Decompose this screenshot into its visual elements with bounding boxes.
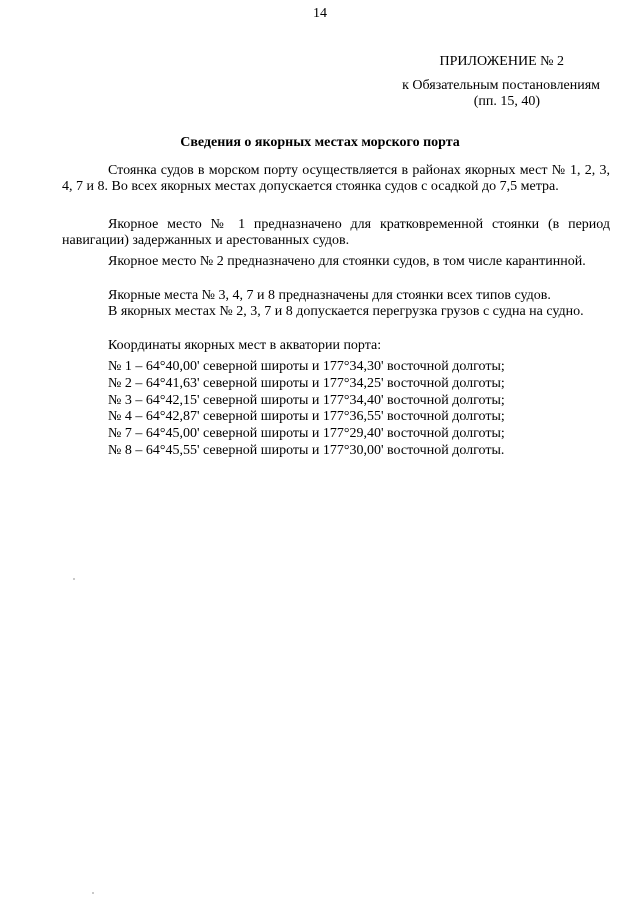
paragraph-anchorage-overview: Стоянка судов в морском порту осуществляется в районах якорных мест № 1, 2, 3, 4, 7 и 8. Во всех якорных местах допускается стоянка судов с осадкой до 7,5 метра.: [62, 163, 610, 194]
coordinate-item: № 4 – 64°42,87' северной широты и 177°36,55' восточной долготы;: [108, 409, 505, 425]
appendix-items: (пп. 15, 40): [473, 94, 540, 109]
paragraph-coordinates-intro: Координаты якорных мест в акватории порта:: [108, 338, 382, 353]
paragraph-cargo-transfer: В якорных местах № 2, 3, 7 и 8 допускается перегрузка грузов с судна на судно.: [108, 304, 584, 319]
scan-speck: [92, 892, 94, 894]
appendix-title: ПРИЛОЖЕНИЕ № 2: [439, 54, 564, 69]
coordinate-item: № 3 – 64°42,15' северной широты и 177°34,40' восточной долготы;: [108, 392, 505, 408]
coordinate-item: № 2 – 64°41,63' северной широты и 177°34,25' восточной долготы;: [108, 375, 505, 391]
coordinate-item: № 1 – 64°40,00' северной широты и 177°34,30' восточной долготы;: [108, 359, 505, 374]
paragraph-anchorage-1: Якорное место № 1 предназначено для кратковременной стоянки (в период навигации) задержанных и арестованных судов.: [62, 217, 610, 248]
paragraph-anchorage-2: Якорное место № 2 предназначено для стоянки судов, в том числе карантинной.: [108, 254, 586, 269]
paragraph-anchorages-3-4-7-8: Якорные места № 3, 4, 7 и 8 предназначены для стоянки всех типов судов.: [108, 288, 551, 303]
document-heading: Сведения о якорных местах морского порта: [180, 135, 460, 150]
coordinate-item: № 7 – 64°45,00' северной широты и 177°29,40' восточной долготы;: [108, 426, 505, 442]
page-number: 14: [313, 6, 327, 21]
coordinate-item: № 8 – 64°45,55' северной широты и 177°30,00' восточной долготы.: [108, 442, 505, 458]
coordinates-list: [108, 359, 505, 460]
appendix-reference: к Обязательным постановлениям: [402, 78, 600, 93]
scan-speck: [73, 578, 75, 580]
